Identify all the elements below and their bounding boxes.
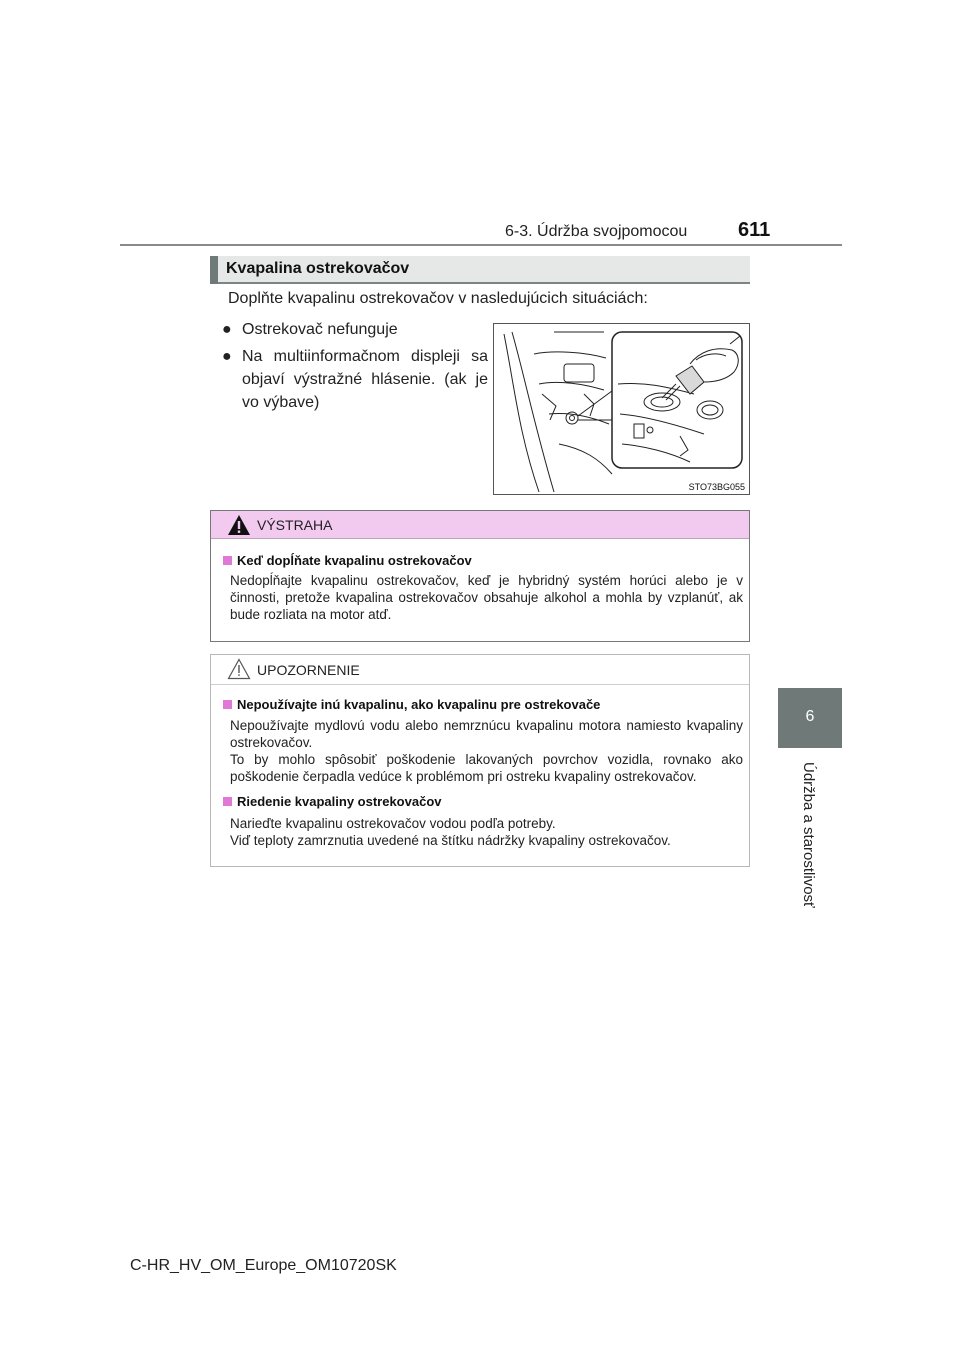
engine-bay-drawing — [494, 324, 749, 494]
square-bullet-icon — [223, 797, 232, 806]
chapter-tab — [778, 688, 842, 748]
heading-accent-bar — [210, 256, 218, 284]
notice-box — [210, 654, 750, 867]
bullet-list — [222, 318, 488, 418]
notice-title: UPOZORNENIE — [257, 662, 360, 678]
warning-title: VÝSTRAHA — [257, 517, 333, 533]
notice-item-paragraph: Viď teploty zamrznutia uvedené na štítku nádržky kvapaliny ostrekovačov. — [230, 833, 671, 848]
square-bullet-icon — [223, 556, 232, 565]
notice-item-paragraph: Nepoužívajte mydlovú vodu alebo nemrznúcu kvapalinu motora namiesto kvapaliny ostrekovačov. — [230, 718, 743, 750]
page-number: 611 — [738, 219, 771, 241]
bullet-icon: ● — [222, 321, 232, 338]
notice-item-body — [230, 815, 743, 849]
illustration-code: STO73BG055 — [688, 482, 745, 492]
intro-text: Doplňte kvapalinu ostrekovačov v nasledujúcich situáciách: — [228, 290, 648, 307]
warning-item-heading-text: Keď dopĺňate kvapalinu ostrekovačov — [237, 553, 472, 568]
warning-box — [210, 510, 750, 642]
notice-item-heading-text: Riedenie kvapaliny ostrekovačov — [237, 794, 442, 809]
square-bullet-icon — [223, 700, 232, 709]
warning-header — [211, 511, 749, 539]
notice-item-paragraph: Narieďte kvapalinu ostrekovačov vodou podľa potreby. — [230, 816, 556, 831]
washer-fluid-illustration — [493, 323, 750, 495]
notice-item-body — [230, 717, 743, 785]
notice-item-paragraph: To by mohlo spôsobiť poškodenie lakovaných povrchov vozidla, rovnako ako poškodenie čerpadla vedúce k problémom pri ostreku kvapaliny ostrekovačov. — [230, 752, 743, 784]
document-code-footer: C-HR_HV_OM_Europe_OM10720SK — [130, 1257, 397, 1274]
bullet-text: Na multiinformačnom displeji sa objaví výstražné hlásenie. (ak je vo výbave) — [242, 348, 488, 411]
warning-item-heading — [223, 553, 472, 568]
chapter-number: 6 — [805, 708, 815, 725]
section-heading — [210, 256, 750, 284]
notice-item-heading — [223, 794, 441, 809]
warning-item-body: Nedopĺňajte kvapalinu ostrekovačov, keď je hybridný systém horúci alebo je v činnosti, pretože kvapalina ostrekovačov obsahuje alkohol a mohla by vzplanúť, ak bude rozliata na motor atď. — [230, 573, 743, 622]
bullet-icon: ● — [222, 348, 232, 365]
section-breadcrumb: 6-3. Údržba svojpomocou — [505, 223, 688, 240]
notice-header — [211, 655, 749, 685]
bullet-text: Ostrekovač nefunguje — [242, 321, 398, 338]
notice-item-heading-text: Nepoužívajte inú kvapalinu, ako kvapalinu pre ostrekovače — [237, 697, 601, 712]
list-item — [222, 318, 488, 341]
header-divider — [120, 244, 842, 246]
warning-icon — [227, 514, 251, 536]
chapter-label: Údržba a starostlivosť — [800, 762, 817, 908]
section-title: Kvapalina ostrekovačov — [226, 260, 410, 277]
notice-item-heading — [223, 697, 600, 712]
caution-outline-icon — [227, 658, 251, 680]
list-item — [222, 345, 488, 414]
